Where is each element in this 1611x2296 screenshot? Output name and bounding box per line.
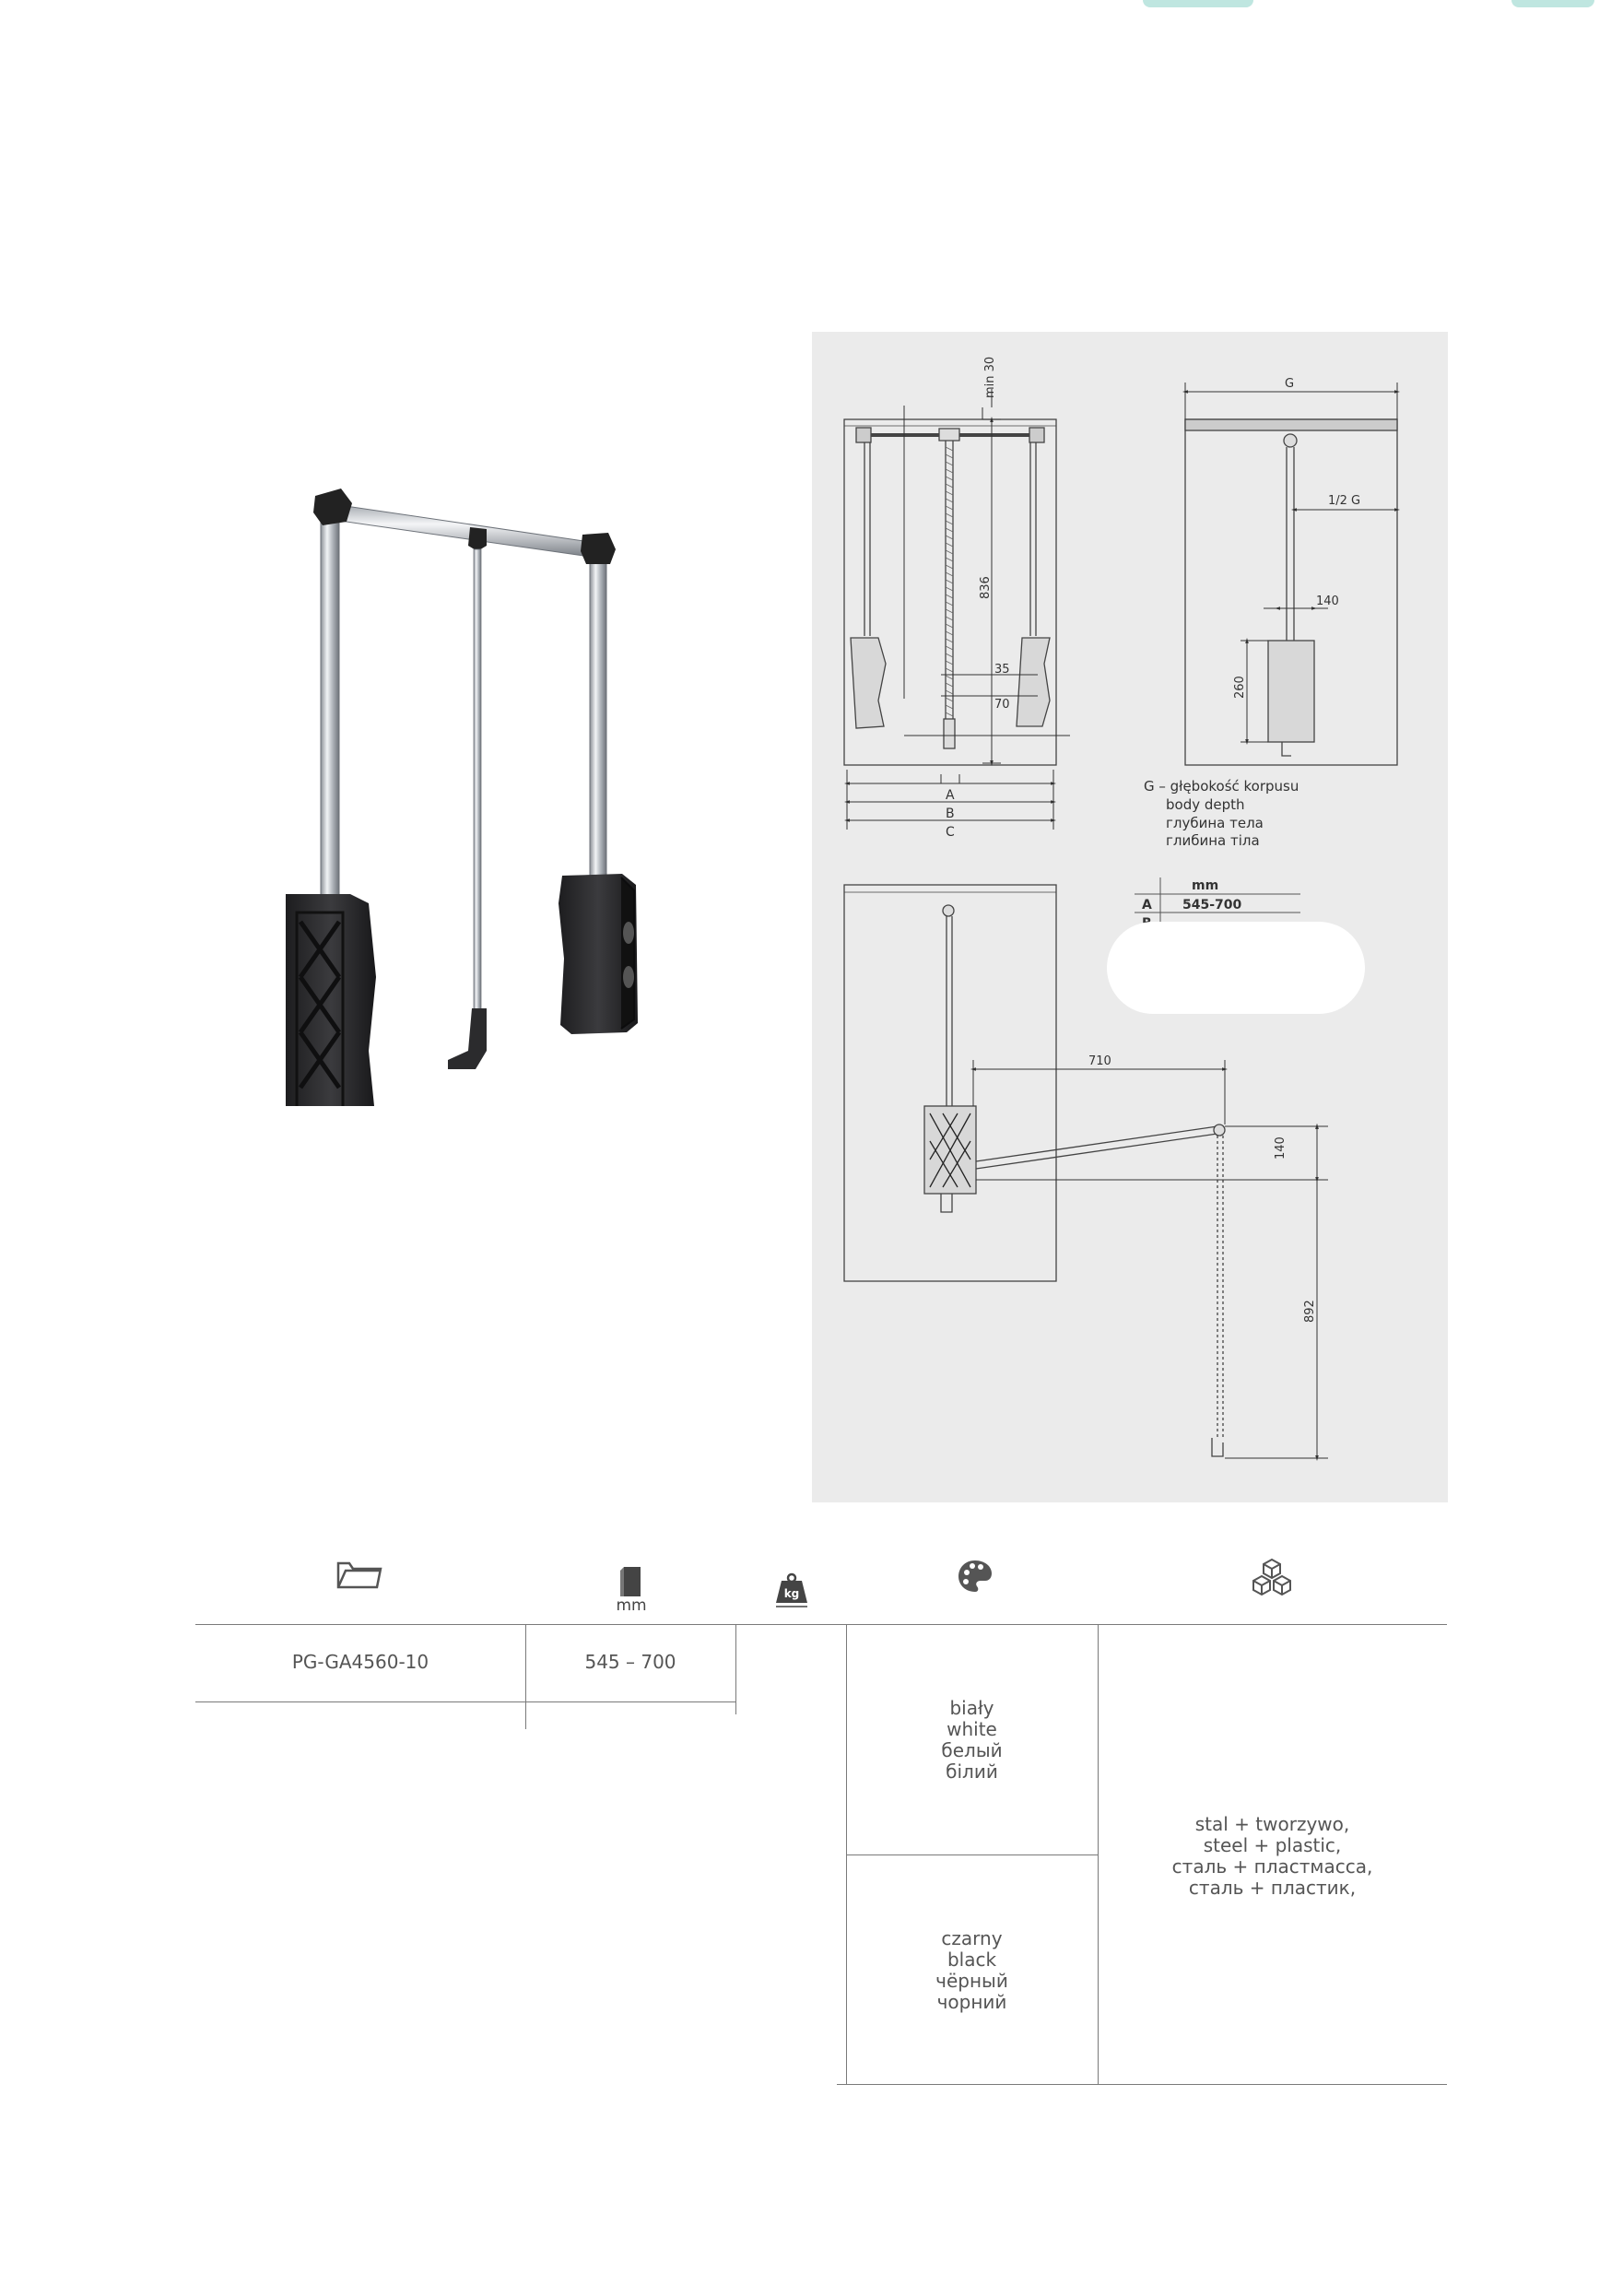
table-bottom-rule bbox=[837, 2084, 1447, 2085]
spec-unit: mm bbox=[1192, 878, 1219, 893]
rod-ladder-mark bbox=[946, 543, 953, 547]
dim-min30: min 30 bbox=[983, 356, 997, 398]
dim-a: A bbox=[946, 788, 955, 803]
cubes-icon bbox=[1250, 1558, 1294, 1598]
product-range: 545 – 700 bbox=[584, 1651, 676, 1673]
spec-row-label: A bbox=[1142, 898, 1152, 913]
dim-g: G bbox=[1285, 377, 1295, 391]
rod-ladder-mark bbox=[946, 528, 953, 532]
rod-ladder-mark bbox=[946, 469, 953, 473]
rod-ladder-mark bbox=[946, 676, 953, 679]
rod-ladder-mark bbox=[946, 550, 953, 554]
legend-line: глубина тела bbox=[1166, 815, 1264, 831]
rod-ladder-mark bbox=[946, 536, 953, 539]
rod-ladder-mark bbox=[946, 624, 953, 628]
color-column-header bbox=[947, 1558, 1003, 1622]
spec-row-value: 545-700 bbox=[1182, 898, 1242, 913]
dim-710: 710 bbox=[1088, 1054, 1111, 1068]
rod-ladder-mark bbox=[946, 477, 953, 480]
color-name: czarny bbox=[941, 1927, 1003, 1949]
dim-70: 70 bbox=[994, 698, 1010, 712]
material-line: сталь + пластик, bbox=[1188, 1877, 1357, 1899]
rod-ladder-mark bbox=[946, 609, 953, 613]
table-row-rule bbox=[195, 1701, 735, 1702]
rod-ladder-mark bbox=[946, 631, 953, 635]
rod-ladder-mark bbox=[946, 499, 953, 502]
rod-ladder-mark bbox=[946, 595, 953, 598]
rod-ladder-mark bbox=[946, 572, 953, 576]
rod-ladder-mark bbox=[946, 602, 953, 606]
decorative-shape bbox=[1511, 0, 1594, 7]
material-line: steel + plastic, bbox=[1203, 1834, 1342, 1856]
rod-ladder-mark bbox=[946, 558, 953, 561]
material-line: сталь + пластмасса, bbox=[1171, 1855, 1373, 1878]
color-name: white bbox=[947, 1718, 997, 1740]
rod-ladder-mark bbox=[946, 587, 953, 591]
material-line: stal + tworzywo, bbox=[1194, 1813, 1350, 1835]
color-name: чорний bbox=[936, 1991, 1007, 2013]
rod-ladder-mark bbox=[946, 565, 953, 569]
dimension-column-header bbox=[604, 1558, 659, 1622]
folder-icon bbox=[336, 1558, 382, 1591]
rod-ladder-mark bbox=[946, 712, 953, 716]
legend-line: глибина тіла bbox=[1166, 832, 1260, 849]
rod-ladder-mark bbox=[946, 705, 953, 709]
color-option-black bbox=[846, 1928, 1098, 2013]
rod-ladder-mark bbox=[946, 698, 953, 701]
table-header-rule bbox=[195, 1624, 1447, 1625]
material-column-header bbox=[1244, 1558, 1299, 1622]
color-name: белый bbox=[941, 1739, 1003, 1761]
rod-ladder-mark bbox=[946, 580, 953, 583]
rod-ladder-mark bbox=[946, 506, 953, 510]
rod-ladder-mark bbox=[946, 646, 953, 650]
table-divider bbox=[735, 1624, 736, 1714]
color-name: black bbox=[947, 1949, 997, 1971]
dim-b: B bbox=[946, 807, 955, 821]
legend-line: G – głębokość korpusu bbox=[1144, 778, 1299, 795]
dim-836: 836 bbox=[979, 576, 993, 599]
rod-ladder-mark bbox=[946, 661, 953, 665]
rod-ladder-mark bbox=[946, 668, 953, 672]
rod-ladder-mark bbox=[946, 447, 953, 451]
decorative-shape bbox=[1143, 0, 1253, 7]
load-column-header bbox=[769, 1558, 815, 1622]
table-divider bbox=[525, 1624, 526, 1729]
catalog-column-header bbox=[276, 1558, 442, 1622]
weight-unit: kg bbox=[783, 1587, 800, 1600]
color-name: biały bbox=[949, 1697, 994, 1719]
color-option-white bbox=[846, 1698, 1098, 1783]
dimension-unit: mm bbox=[616, 1596, 647, 1615]
rod-ladder-mark bbox=[946, 462, 953, 465]
rod-ladder-mark bbox=[946, 617, 953, 620]
redaction-blob bbox=[1107, 922, 1365, 1014]
rod-ladder-mark bbox=[946, 653, 953, 657]
legend-line: body depth bbox=[1166, 796, 1245, 813]
color-name: білий bbox=[946, 1760, 998, 1783]
rod-ladder-mark bbox=[946, 484, 953, 488]
cabinet-width-icon bbox=[618, 1565, 644, 1598]
rod-ladder-mark bbox=[946, 491, 953, 495]
color-name: чёрный bbox=[935, 1970, 1008, 1992]
rod-ladder-mark bbox=[946, 683, 953, 687]
dim-c: C bbox=[946, 825, 955, 840]
dim-140: 140 bbox=[1316, 595, 1339, 608]
rod-ladder-mark bbox=[946, 521, 953, 524]
dim-260: 260 bbox=[1233, 676, 1247, 699]
dim-892: 892 bbox=[1303, 1300, 1317, 1323]
product-code: PG-GA4560-10 bbox=[291, 1651, 429, 1673]
dim-35: 35 bbox=[994, 663, 1010, 677]
dim-half-g: 1/2 G bbox=[1328, 494, 1361, 508]
rod-ladder-mark bbox=[946, 454, 953, 458]
rod-ladder-mark bbox=[946, 639, 953, 642]
rod-ladder-mark bbox=[946, 513, 953, 517]
weight-icon bbox=[774, 1572, 809, 1608]
rod-ladder-mark bbox=[946, 690, 953, 694]
technical-drawing bbox=[812, 332, 1448, 1502]
table-row-rule bbox=[846, 1854, 1098, 1855]
material-description bbox=[1098, 1814, 1447, 1899]
product-photo bbox=[267, 461, 673, 1106]
dim-140-drop: 140 bbox=[1274, 1136, 1288, 1160]
palette-icon bbox=[957, 1558, 994, 1595]
